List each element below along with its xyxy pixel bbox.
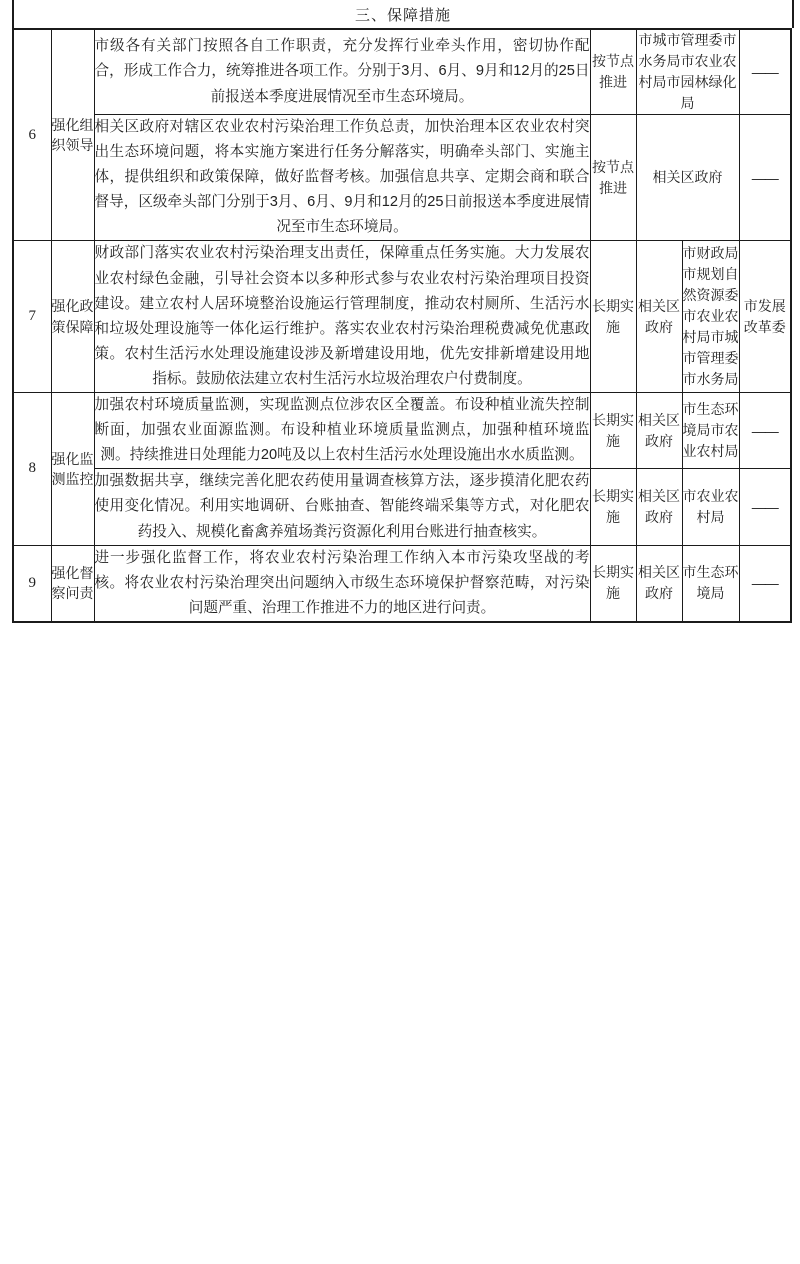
cooperating-units-cell: —— — [739, 469, 791, 545]
measure-content: 财政部门落实农业农村污染治理支出责任，保障重点任务实施。大力发展农业农村绿色金融，引导社会资本以多种形式参与农业农村污染治理项目投资建设。建立农村人居环境整治设施运行管理制度，推动农村厕所、生活污水和垃圾处理设施等一体化运行维护。落实农业农村污染治理税费减免优惠政策。农村生活污水处理设施建设涉及新增建设用地，优先安排新增建设用地指标。鼓励依法建立农村生活污水垃圾治理农户付费制度。 — [94, 241, 590, 393]
measure-content: 进一步强化监督工作，将农业农村污染治理工作纳入本市污染攻坚战的考核。将农业农村污染治理突出问题纳入市级生态环境保护督察范畴，对污染问题严重、治理工作推进不力的地区进行问责。 — [94, 545, 590, 622]
measure-name: 强化监测监控 — [51, 393, 94, 546]
measure-content: 加强农村环境质量监测，实现监测点位涉农区全覆盖。布设种植业流失控制断面，加强农业面源监测。布设种植业环境质量监测点，加强种植环境监测。持续推进日处理能力20吨及以上农村生活污水处理设施出水水质监测。 — [94, 393, 590, 469]
responsible-cell: 相关区政府 — [636, 545, 682, 622]
responsible-units-cell: 市财政局市规划自然资源委市农业农村局市城市管理委市水务局 — [682, 241, 739, 393]
timing-cell: 长期实施 — [590, 469, 636, 545]
measure-name: 强化督察问责 — [51, 545, 94, 622]
row-number: 8 — [13, 393, 51, 546]
responsible-units-cell: 市农业农村局 — [682, 469, 739, 545]
measure-content: 相关区政府对辖区农业农村污染治理工作负总责，加快治理本区农业农村突出生态环境问题，将本实施方案进行任务分解落实，明确牵头部门、实施主体，提供组织和政策保障，做好监督考核。加强信息共享、定期会商和联合督导，区级牵头部门分别于3月、6月、9月和12月的25日前报送本季度进展情况至市生态环境局。 — [94, 115, 590, 241]
cooperating-units-cell: —— — [739, 115, 791, 241]
row-number: 9 — [13, 545, 51, 622]
measure-name: 强化组织领导 — [51, 29, 94, 241]
cooperating-units-cell: —— — [739, 545, 791, 622]
timing-cell: 按节点推进 — [590, 29, 636, 115]
table-row — [13, 241, 791, 393]
responsible-units-cell: 市生态环境局 — [682, 545, 739, 622]
timing-cell: 长期实施 — [590, 545, 636, 622]
cooperating-units-cell: —— — [739, 29, 791, 115]
cooperating-units-cell: —— — [739, 393, 791, 469]
timing-cell: 长期实施 — [590, 241, 636, 393]
row-number: 7 — [13, 241, 51, 393]
table-row — [13, 393, 791, 469]
responsible-cell: 相关区政府 — [636, 393, 682, 469]
row-number: 6 — [13, 29, 51, 241]
responsible-cell: 相关区政府 — [636, 241, 682, 393]
measure-name: 强化政策保障 — [51, 241, 94, 393]
responsible-cell: 相关区政府 — [636, 469, 682, 545]
responsible-units-cell: 市城市管理委市水务局市农业农村局市园林绿化局 — [636, 29, 739, 115]
responsible-units-cell: 相关区政府 — [636, 115, 739, 241]
page-title: 三、保障措施 — [12, 0, 794, 28]
cooperating-units-cell: 市发展改革委 — [739, 241, 791, 393]
table-row — [13, 29, 791, 115]
table-row — [13, 545, 791, 622]
measure-content: 市级各有关部门按照各自工作职责，充分发挥行业牵头作用，密切协作配合，形成工作合力，统筹推进各项工作。分别于3月、6月、9月和12月的25日前报送本季度进展情况至市生态环境局。 — [94, 29, 590, 115]
table-row — [13, 469, 791, 545]
measure-content: 加强数据共享，继续完善化肥农药使用量调查核算方法，逐步摸清化肥农药使用变化情况。利用实地调研、台账抽查、智能终端采集等方式，对化肥农药投入、规模化畜禽养殖场粪污资源化利用台账进行抽查核实。 — [94, 469, 590, 545]
table-row — [13, 115, 791, 241]
responsible-units-cell: 市生态环境局市农业农村局 — [682, 393, 739, 469]
safeguard-measures-table — [12, 28, 792, 623]
timing-cell: 按节点推进 — [590, 115, 636, 241]
timing-cell: 长期实施 — [590, 393, 636, 469]
